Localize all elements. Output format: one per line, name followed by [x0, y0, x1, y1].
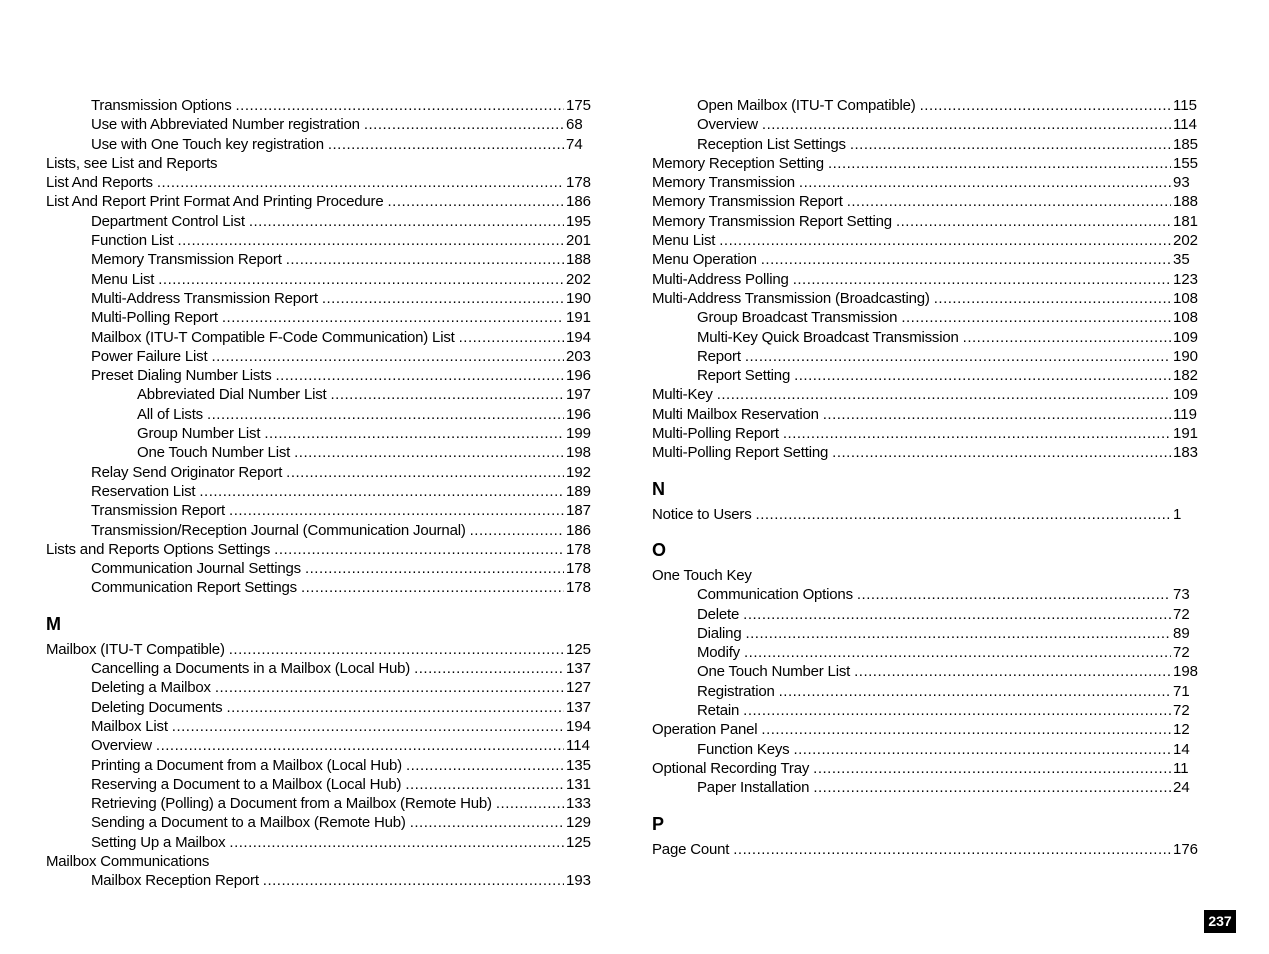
- index-entry-page: 137: [566, 660, 592, 678]
- dot-leader: [934, 289, 1171, 308]
- index-entry: [652, 135, 1200, 154]
- index-entry: [46, 96, 593, 115]
- index-entry-label: Deleting Documents: [91, 698, 223, 716]
- dot-leader: [794, 366, 1171, 385]
- index-entry-label: Printing a Document from a Mailbox (Local Hub): [91, 756, 402, 774]
- index-entry: [46, 308, 593, 327]
- index-entry-page: 74: [566, 135, 583, 153]
- dot-leader: [813, 759, 1171, 778]
- dot-leader: [286, 250, 564, 269]
- index-entry: [652, 759, 1200, 778]
- index-entry-page: 125: [566, 640, 592, 658]
- index-entry-label: Preset Dialing Number Lists: [91, 367, 272, 385]
- index-entry: [652, 192, 1200, 211]
- index-entry: [652, 366, 1200, 385]
- dot-leader: [229, 833, 564, 852]
- dot-leader: [745, 347, 1171, 366]
- index-entry: [46, 135, 593, 154]
- index-entry: [46, 270, 593, 289]
- dot-leader: [813, 778, 1171, 797]
- index-entry-page: 176: [1173, 840, 1199, 858]
- dot-leader: [857, 585, 1171, 604]
- index-entry: [652, 96, 1200, 115]
- index-entry-label: Lists, see List and Reports: [46, 154, 218, 172]
- dot-leader: [387, 192, 564, 211]
- index-entry: [46, 833, 593, 852]
- index-entry-label: Optional Recording Tray: [652, 759, 810, 777]
- dot-leader: [286, 463, 564, 482]
- index-entry: [652, 405, 1200, 424]
- index-entry-label: Menu List: [652, 232, 716, 250]
- index-entry: [652, 289, 1200, 308]
- section-letter: M: [46, 613, 61, 634]
- index-entry-page: 181: [1173, 212, 1199, 230]
- dot-leader: [322, 289, 564, 308]
- index-entry-label: One Touch Key: [652, 566, 752, 584]
- index-entry-label: Sending a Document to a Mailbox (Remote Hub): [91, 814, 406, 832]
- dot-leader: [222, 308, 564, 327]
- index-entry: [46, 794, 593, 813]
- index-entry-page: 182: [1173, 367, 1199, 385]
- index-entry: [46, 540, 593, 559]
- index-entry: [46, 871, 593, 890]
- index-entry-page: 178: [566, 174, 592, 192]
- dot-leader: [832, 443, 1171, 462]
- index-entry-label: One Touch Number List: [137, 444, 291, 462]
- index-entry-page: 185: [1173, 135, 1199, 153]
- index-entry: [46, 212, 593, 231]
- index-entry: [46, 366, 593, 385]
- dot-leader: [745, 624, 1171, 643]
- index-entry: [652, 424, 1200, 443]
- index-entry: [46, 405, 593, 424]
- dot-leader: [215, 678, 564, 697]
- index-entry-label: Notice to Users: [652, 505, 752, 523]
- dot-leader: [301, 578, 564, 597]
- index-entry-label: Report Setting: [697, 367, 791, 385]
- index-entry-label: Memory Transmission Report: [91, 251, 282, 269]
- index-entry: [652, 643, 1200, 662]
- index-entry-page: 73: [1173, 586, 1190, 604]
- index-entry-page: 71: [1173, 682, 1190, 700]
- index-entry-page: 178: [566, 540, 592, 558]
- index-entry-page: 189: [566, 482, 592, 500]
- index-entry: [46, 736, 593, 755]
- index-entry-page: 108: [1173, 289, 1199, 307]
- dot-leader: [828, 154, 1171, 173]
- index-entry-page: 192: [566, 463, 592, 481]
- dot-leader: [744, 643, 1171, 662]
- dot-leader: [172, 717, 564, 736]
- index-entry-label: Reserving a Document to a Mailbox (Local Hub): [91, 775, 402, 793]
- index-entry: [652, 740, 1200, 759]
- index-entry-label: Memory Transmission: [652, 174, 795, 192]
- dot-leader: [156, 736, 564, 755]
- dot-leader: [405, 775, 564, 794]
- index-entry: [652, 308, 1200, 327]
- index-entry-label: Report: [697, 347, 741, 365]
- index-entry-page: 137: [566, 698, 592, 716]
- index-entry-page: 127: [566, 679, 592, 697]
- index-entry-page: 178: [566, 579, 592, 597]
- index-entry-page: 186: [566, 193, 592, 211]
- index-entry-label: Multi-Key Quick Broadcast Transmission: [697, 328, 959, 346]
- index-entry: [652, 231, 1200, 250]
- index-entry-page: 129: [566, 814, 592, 832]
- dot-leader: [157, 173, 564, 192]
- index-entry: [652, 505, 1200, 524]
- index-entry-page: 196: [566, 367, 592, 385]
- index-entry: [46, 813, 593, 832]
- index-entry: [46, 698, 593, 717]
- index-entry: [652, 328, 1200, 347]
- index-entry: [46, 482, 593, 501]
- index-entry: [46, 192, 593, 211]
- index-entry-label: Delete: [697, 605, 740, 623]
- dot-leader: [177, 231, 564, 250]
- index-entry: [46, 775, 593, 794]
- index-entry: [652, 662, 1200, 681]
- dot-leader: [847, 192, 1171, 211]
- index-entry-label: Function Keys: [697, 740, 790, 758]
- index-entry-label: Mailbox Reception Report: [91, 872, 259, 890]
- index-entry-page: 12: [1173, 721, 1190, 739]
- index-entry-label: Group Broadcast Transmission: [697, 309, 898, 327]
- index-entry-page: 155: [1173, 154, 1199, 172]
- index-entry-page: 114: [1173, 116, 1197, 134]
- index-entry: [652, 605, 1200, 624]
- dot-leader: [328, 135, 564, 154]
- index-entry-page: 191: [566, 309, 592, 327]
- index-entry-page: 188: [1173, 193, 1199, 211]
- index-entry-label: Memory Reception Setting: [652, 154, 824, 172]
- index-entry-page: 14: [1173, 740, 1190, 758]
- dot-leader: [756, 505, 1171, 524]
- index-entry-label: Abbreviated Dial Number List: [137, 386, 327, 404]
- index-entry-page: 11: [1173, 759, 1189, 777]
- index-entry-page: 198: [566, 444, 592, 462]
- index-entry-label: Transmission/Reception Journal (Communication Journal): [91, 521, 466, 539]
- dot-leader: [274, 540, 564, 559]
- index-entry: [46, 289, 593, 308]
- index-entry-page: 24: [1173, 779, 1190, 797]
- dot-leader: [761, 720, 1171, 739]
- index-entry-label: Retrieving (Polling) a Document from a Mailbox (Remote Hub): [91, 795, 492, 813]
- dot-leader: [717, 385, 1171, 404]
- index-entry: [46, 347, 593, 366]
- index-entry-label: Multi-Polling Report: [91, 309, 218, 327]
- dot-leader: [414, 659, 564, 678]
- index-entry-page: 131: [566, 775, 592, 793]
- index-entry-label: Operation Panel: [652, 721, 758, 739]
- index-entry-page: 93: [1173, 174, 1190, 192]
- index-entry-label: Mailbox Communications: [46, 852, 210, 870]
- index-entry-page: 135: [566, 756, 592, 774]
- index-entry: [46, 559, 593, 578]
- index-entry-label: Communication Report Settings: [91, 579, 297, 597]
- dot-leader: [331, 385, 565, 404]
- index-entry: [46, 659, 593, 678]
- index-entry-label: Multi-Polling Report Setting: [652, 444, 829, 462]
- index-entry: [652, 778, 1200, 797]
- dot-leader: [264, 424, 564, 443]
- dot-leader: [743, 605, 1171, 624]
- index-entry: [652, 585, 1200, 604]
- index-entry: [652, 250, 1200, 269]
- index-entry-label: Multi-Polling Report: [652, 425, 779, 443]
- index-entry-label: Deleting a Mailbox: [91, 679, 211, 697]
- index-entry: [652, 840, 1200, 859]
- index-entry: [652, 212, 1200, 231]
- index-entry: [46, 443, 593, 462]
- dot-leader: [249, 212, 564, 231]
- index-entry-label: Setting Up a Mailbox: [91, 833, 226, 851]
- index-entry-label: Paper Installation: [697, 779, 810, 797]
- index-entry-page: 195: [566, 212, 592, 230]
- index-entry-label: Use with Abbreviated Number registration: [91, 116, 360, 134]
- index-entry-page: 68: [566, 116, 583, 134]
- index-entry-page: 198: [1173, 663, 1199, 681]
- index-entry-label: Use with One Touch key registration: [91, 135, 324, 153]
- dot-leader: [823, 405, 1171, 424]
- page-number-badge: 237: [1204, 910, 1236, 933]
- index-entry: [652, 385, 1200, 404]
- index-entry: [652, 443, 1200, 462]
- dot-leader: [459, 328, 564, 347]
- index-entry-page: 186: [566, 521, 592, 539]
- dot-leader: [850, 135, 1171, 154]
- index-entry-label: Function List: [91, 232, 174, 250]
- index-entry-page: 202: [566, 270, 592, 288]
- index-entry: [652, 682, 1200, 701]
- index-entry-label: Multi Mailbox Reservation: [652, 405, 819, 423]
- index-entry: [652, 115, 1200, 134]
- dot-leader: [207, 405, 564, 424]
- index-entry-label: Memory Transmission Report: [652, 193, 843, 211]
- dot-leader: [799, 173, 1171, 192]
- index-entry: [652, 566, 1200, 585]
- index-entry: [46, 640, 593, 659]
- index-entry-page: 202: [1173, 232, 1199, 250]
- index-entry-page: 183: [1173, 444, 1199, 462]
- index-entry-label: Communication Options: [697, 586, 853, 604]
- index-entry: [652, 347, 1200, 366]
- index-entry-page: 125: [566, 833, 592, 851]
- dot-leader: [236, 96, 565, 115]
- dot-leader: [901, 308, 1171, 327]
- index-entry: [652, 173, 1200, 192]
- index-entry-page: 197: [566, 386, 592, 404]
- dot-leader: [496, 794, 564, 813]
- index-entry: [652, 270, 1200, 289]
- index-entry-page: 199: [566, 425, 592, 443]
- index-entry-label: Registration: [697, 682, 775, 700]
- dot-leader: [410, 813, 564, 832]
- index-entry-label: One Touch Number List: [697, 663, 851, 681]
- index-entry-page: 188: [566, 251, 592, 269]
- dot-leader: [470, 521, 564, 540]
- index-entry: [46, 115, 593, 134]
- index-entry-label: Page Count: [652, 840, 730, 858]
- index-entry-label: Mailbox (ITU-T Compatible): [46, 640, 225, 658]
- index-entry-page: 175: [566, 97, 592, 114]
- section-letter: P: [652, 813, 665, 834]
- index-entry: [652, 624, 1200, 643]
- dot-leader: [963, 328, 1171, 347]
- index-entry-page: 109: [1173, 328, 1199, 346]
- index-entry-label: Dialing: [697, 624, 742, 642]
- index-entry: [46, 424, 593, 443]
- index-entry: [46, 154, 593, 173]
- dot-leader: [263, 871, 564, 890]
- index-column-right: [652, 96, 1200, 859]
- dot-leader: [793, 740, 1171, 759]
- index-entry-label: Multi-Address Transmission (Broadcasting): [652, 289, 930, 307]
- dot-leader: [229, 501, 564, 520]
- dot-leader: [199, 482, 564, 501]
- index-entry-page: 190: [1173, 347, 1199, 365]
- index-entry: [46, 756, 593, 775]
- dot-leader: [226, 698, 564, 717]
- dot-leader: [920, 96, 1171, 115]
- index-entry-label: Cancelling a Documents in a Mailbox (Local Hub): [91, 660, 411, 678]
- index-entry-label: List And Report Print Format And Printing Procedure: [46, 193, 384, 211]
- index-entry: [46, 717, 593, 736]
- index-entry: [46, 231, 593, 250]
- index-entry-label: Department Control List: [91, 212, 245, 230]
- section-letter: O: [652, 539, 667, 560]
- index-entry-label: Reception List Settings: [697, 135, 846, 153]
- dot-leader: [406, 756, 564, 775]
- index-entry-page: 109: [1173, 386, 1199, 404]
- index-entry-page: 194: [566, 328, 592, 346]
- index-entry: [46, 250, 593, 269]
- index-entry-page: 115: [1173, 97, 1197, 114]
- dot-leader: [733, 840, 1171, 859]
- index-entry: [652, 701, 1200, 720]
- index-entry-page: 193: [566, 872, 592, 890]
- index-entry: [46, 521, 593, 540]
- index-entry-page: 123: [1173, 270, 1199, 288]
- dot-leader: [211, 347, 564, 366]
- dot-leader: [719, 231, 1171, 250]
- index-column-left: [46, 96, 593, 891]
- index-entry-label: Overview: [91, 737, 152, 755]
- dot-leader: [229, 640, 564, 659]
- index-entry-label: Modify: [697, 644, 740, 662]
- dot-leader: [761, 250, 1171, 269]
- index-entry-page: 35: [1173, 251, 1190, 269]
- index-entry-label: Power Failure List: [91, 347, 208, 365]
- index-entry: [46, 578, 593, 597]
- index-entry-label: Relay Send Originator Report: [91, 463, 283, 481]
- index-entry-label: Transmission Report: [91, 502, 226, 520]
- dot-leader: [779, 682, 1171, 701]
- index-entry-page: 201: [566, 232, 592, 250]
- index-entry-page: 187: [566, 502, 592, 520]
- index-entry-page: 190: [566, 289, 592, 307]
- dot-leader: [896, 212, 1171, 231]
- index-entry-page: 72: [1173, 644, 1190, 662]
- index-entry-page: 108: [1173, 309, 1199, 327]
- index-entry: [46, 385, 593, 404]
- dot-leader: [793, 270, 1171, 289]
- index-entry: [46, 463, 593, 482]
- index-entry: [46, 678, 593, 697]
- index-entry-page: 1: [1173, 505, 1182, 523]
- index-entry: [46, 173, 593, 192]
- dot-leader: [743, 701, 1171, 720]
- index-entry-label: All of Lists: [137, 405, 203, 423]
- index-entry-label: Menu Operation: [652, 251, 757, 269]
- index-entry: [46, 852, 593, 871]
- index-entry-label: Multi-Address Polling: [652, 270, 789, 288]
- dot-leader: [158, 270, 564, 289]
- index-entry: [46, 501, 593, 520]
- index-entry-label: Reservation List: [91, 482, 196, 500]
- index-entry-page: 89: [1173, 624, 1190, 642]
- index-entry-label: Menu List: [91, 270, 155, 288]
- index-entry-page: 72: [1173, 605, 1190, 623]
- section-letter: N: [652, 478, 665, 499]
- dot-leader: [305, 559, 564, 578]
- index-entry: [652, 154, 1200, 173]
- index-entry-page: 196: [566, 405, 592, 423]
- index-entry-label: Overview: [697, 116, 758, 134]
- index-entry-page: 191: [1173, 425, 1199, 443]
- dot-leader: [364, 115, 564, 134]
- index-entry-label: Group Number List: [137, 425, 261, 443]
- index-entry-label: Mailbox List: [91, 717, 168, 735]
- index-entry-page: 133: [566, 795, 592, 813]
- index-entry-label: Mailbox (ITU-T Compatible F-Code Communication) List: [91, 328, 455, 346]
- dot-leader: [276, 366, 564, 385]
- index-entry-page: 178: [566, 560, 592, 578]
- index-entry-label: Lists and Reports Options Settings: [46, 540, 271, 558]
- index-entry-page: 119: [1173, 405, 1197, 423]
- dot-leader: [294, 443, 564, 462]
- index-entry-page: 72: [1173, 702, 1190, 720]
- index-entry-label: Multi-Address Transmission Report: [91, 289, 318, 307]
- index-entry-label: Communication Journal Settings: [91, 560, 301, 578]
- index-entry: [652, 720, 1200, 739]
- index-entry-label: Memory Transmission Report Setting: [652, 212, 892, 230]
- index-entry-page: 203: [566, 347, 592, 365]
- index-entry: [46, 328, 593, 347]
- dot-leader: [854, 662, 1171, 681]
- dot-leader: [783, 424, 1171, 443]
- index-entry-page: 194: [566, 717, 592, 735]
- index-entry-page: 114: [566, 737, 590, 755]
- index-entry-label: Transmission Options: [91, 97, 232, 114]
- index-entry-label: List And Reports: [46, 174, 153, 192]
- index-entry-label: Multi-Key: [652, 386, 713, 404]
- index-entry-label: Retain: [697, 702, 740, 720]
- dot-leader: [762, 115, 1171, 134]
- index-entry-label: Open Mailbox (ITU-T Compatible): [697, 97, 916, 114]
